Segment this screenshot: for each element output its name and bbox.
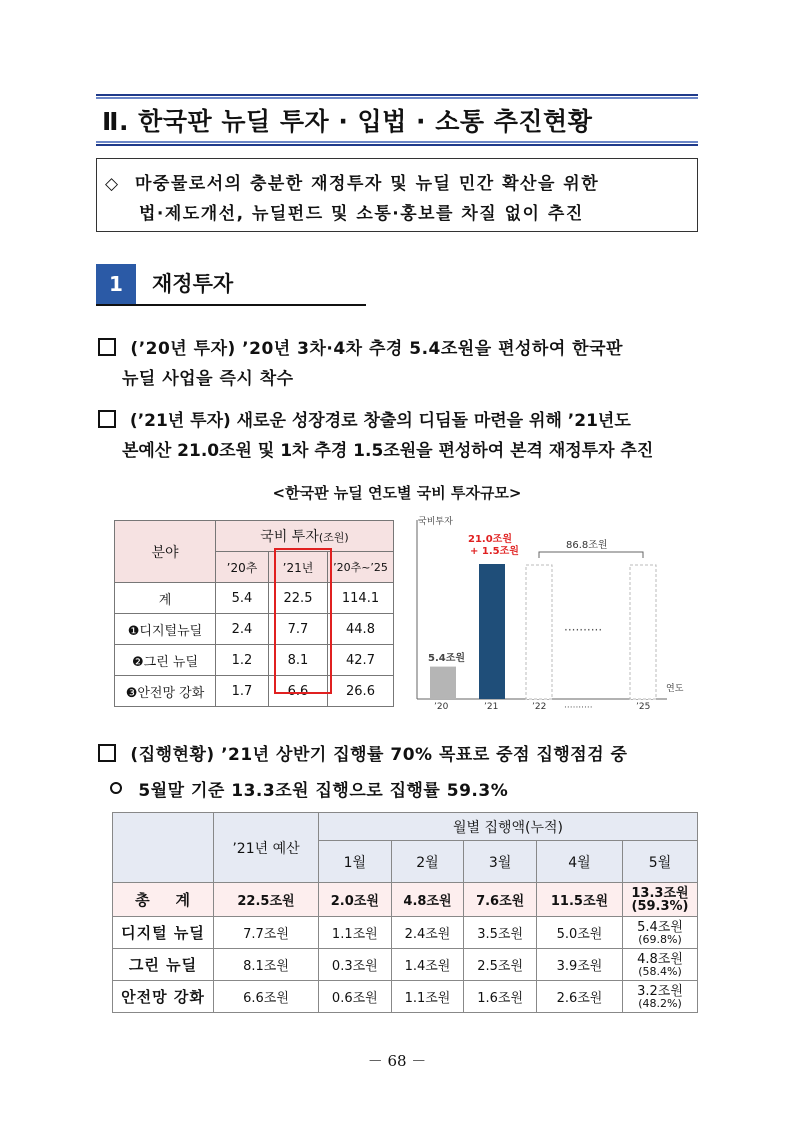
cell: 2.4조원 xyxy=(391,917,464,949)
table-row xyxy=(115,676,394,707)
year-header: ’20추~’25 xyxy=(328,552,394,583)
cell: 1.1조원 xyxy=(319,917,392,949)
x-axis-label: 연도 xyxy=(666,684,684,694)
col-group-label: 국비 투자 xyxy=(260,529,319,545)
row-label: 계 xyxy=(115,583,216,614)
range-label: 86.8조원 xyxy=(566,540,608,551)
highlight-2021-column xyxy=(274,548,332,694)
summary-box xyxy=(96,158,698,232)
paragraph-2-line-1: (’21년 투자) 새로운 성장경로 창출의 디딤돌 마련을 위해 ’21년도 xyxy=(129,411,631,431)
figure-caption: <한국판 뉴딜 연도별 국비 투자규모> xyxy=(272,484,522,502)
cell: 3.9조원 xyxy=(536,949,622,981)
ellipsis: ·········· xyxy=(564,623,603,637)
cell xyxy=(623,917,698,949)
row-label: ❷그린 뉴딜 xyxy=(115,645,216,676)
paragraph-2-line-2: 본예산 21.0조원 및 1차 추경 1.5조원을 편성하여 본격 재정투자 추진 xyxy=(122,441,654,461)
cell: 6.6 xyxy=(269,676,328,707)
header-rule-bottom xyxy=(96,141,698,143)
cell: 0.6조원 xyxy=(319,981,392,1013)
bar-2022-placeholder xyxy=(526,565,552,699)
paragraph-2 xyxy=(98,406,631,431)
col-group-header xyxy=(216,521,394,552)
month-header: 4월 xyxy=(536,841,622,883)
cell: 8.1 xyxy=(269,645,328,676)
subsection-number: 1 xyxy=(96,264,136,304)
row-label: ❶디지털뉴딜 xyxy=(115,614,216,645)
budget-table xyxy=(114,520,394,707)
paragraph-1 xyxy=(98,334,623,359)
cell-value: 3.2조원 xyxy=(637,983,683,999)
col-group-unit: (조원) xyxy=(318,531,349,544)
x-tick-label: ’21 xyxy=(484,702,499,710)
y-axis-label: 국비투자 xyxy=(418,517,453,527)
cell xyxy=(623,981,698,1013)
circle-bullet-icon xyxy=(110,782,122,794)
paragraph-1-line-1: (’20년 투자) ’20년 3차·4차 추경 5.4조원을 편성하여 한국판 xyxy=(130,339,623,359)
budget-header: ’21년 예산 xyxy=(214,813,319,883)
investment-chart xyxy=(412,510,692,710)
cell: 22.5조원 xyxy=(214,883,319,917)
cell: 44.8 xyxy=(328,614,394,645)
cell xyxy=(623,883,698,917)
execution-bullet xyxy=(110,776,508,801)
table-row xyxy=(115,645,394,676)
summary-line-1 xyxy=(105,169,599,194)
cell-percent: (58.4%) xyxy=(638,964,682,978)
cell: 1.6조원 xyxy=(464,981,537,1013)
month-header: 2월 xyxy=(391,841,464,883)
month-header: 5월 xyxy=(623,841,698,883)
execution-heading xyxy=(98,740,627,765)
cell: 11.5조원 xyxy=(536,883,622,917)
row-label: 안전망 강화 xyxy=(113,981,214,1013)
cell: 3.5조원 xyxy=(464,917,537,949)
bar-2020 xyxy=(430,667,456,699)
page-number: － 68 － xyxy=(367,1052,427,1070)
year-header: ’21년 xyxy=(269,552,328,583)
col-field-header: 분야 xyxy=(115,521,216,583)
cell-value: 13.3조원 xyxy=(631,885,689,901)
subsection-title: 재정투자 xyxy=(152,272,234,296)
bar-2021 xyxy=(479,564,505,699)
header-rule-top xyxy=(96,97,698,99)
cell: 7.7 xyxy=(269,614,328,645)
cell: 0.3조원 xyxy=(319,949,392,981)
cell: 2.0조원 xyxy=(319,883,392,917)
section-title: Ⅱ. 한국판 뉴딜 투자 · 입법 · 소통 추진현황 xyxy=(102,107,593,136)
year-header: ’20추 xyxy=(216,552,269,583)
section-header xyxy=(96,94,698,146)
month-header: 3월 xyxy=(464,841,537,883)
cell: 42.7 xyxy=(328,645,394,676)
table-row xyxy=(115,614,394,645)
cell: 2.6조원 xyxy=(536,981,622,1013)
cell: 7.6조원 xyxy=(464,883,537,917)
row-label: 그린 뉴딜 xyxy=(113,949,214,981)
row-label: 디지털 뉴딜 xyxy=(113,917,214,949)
cell xyxy=(623,949,698,981)
cell: 1.7 xyxy=(216,676,269,707)
bar-2025-placeholder xyxy=(630,565,656,699)
cell-value: 4.8조원 xyxy=(637,951,683,967)
cell: 22.5 xyxy=(269,583,328,614)
execution-bullet-text: 5월말 기준 13.3조원 집행으로 집행률 59.3% xyxy=(138,781,509,801)
paragraph-1-line-2: 뉴딜 사업을 즉시 착수 xyxy=(122,369,294,389)
table-row xyxy=(113,949,698,981)
subsection-underline xyxy=(96,304,366,306)
cell-percent: (48.2%) xyxy=(638,996,682,1010)
checkbox-bullet-icon xyxy=(98,744,116,762)
cell: 114.1 xyxy=(328,583,394,614)
execution-table xyxy=(112,812,698,1013)
summary-line-2: 법·제도개선, 뉴딜펀드 및 소통·홍보를 차질 없이 추진 xyxy=(139,204,584,224)
data-label-2021-line2: + 1.5조원 xyxy=(470,546,519,557)
cell: 5.0조원 xyxy=(536,917,622,949)
cell: 1.1조원 xyxy=(391,981,464,1013)
range-bracket xyxy=(539,552,643,558)
cell-percent: (69.8%) xyxy=(638,932,682,946)
x-tick-label: ’20 xyxy=(434,702,449,710)
table-row-total xyxy=(113,883,698,917)
cell: 2.4 xyxy=(216,614,269,645)
cell-value: 5.4조원 xyxy=(637,919,683,935)
monthly-header: 월별 집행액(누적) xyxy=(319,813,698,841)
cell: 8.1조원 xyxy=(214,949,319,981)
x-tick-label: ’25 xyxy=(636,702,651,710)
cell: 4.8조원 xyxy=(391,883,464,917)
cell: 1.2 xyxy=(216,645,269,676)
cell: 1.4조원 xyxy=(391,949,464,981)
row-label: 총 계 xyxy=(113,883,214,917)
diamond-bullet-icon: ◇ xyxy=(105,174,120,194)
x-tick-label: ’22 xyxy=(532,702,547,710)
summary-text-1: 마중물로서의 충분한 재정투자 및 뉴딜 민간 확산을 위한 xyxy=(135,174,600,194)
checkbox-bullet-icon xyxy=(98,338,116,356)
corner-header xyxy=(113,813,214,883)
cell: 6.6조원 xyxy=(214,981,319,1013)
axis-ellipsis: ·········· xyxy=(564,703,593,710)
cell: 2.5조원 xyxy=(464,949,537,981)
data-label-2021-line1: 21.0조원 xyxy=(468,534,512,545)
cell: 7.7조원 xyxy=(214,917,319,949)
table-row xyxy=(115,583,394,614)
table-row xyxy=(113,981,698,1013)
table-row xyxy=(113,917,698,949)
data-label-2020: 5.4조원 xyxy=(428,653,466,664)
cell: 5.4 xyxy=(216,583,269,614)
cell: 26.6 xyxy=(328,676,394,707)
execution-heading-text: (집행현황) ’21년 상반기 집행률 70% 목표로 중점 집행점검 중 xyxy=(130,745,628,765)
row-label: ❸안전망 강화 xyxy=(115,676,216,707)
checkbox-bullet-icon xyxy=(98,410,116,428)
cell-percent: (59.3%) xyxy=(631,898,689,914)
month-header: 1월 xyxy=(319,841,392,883)
